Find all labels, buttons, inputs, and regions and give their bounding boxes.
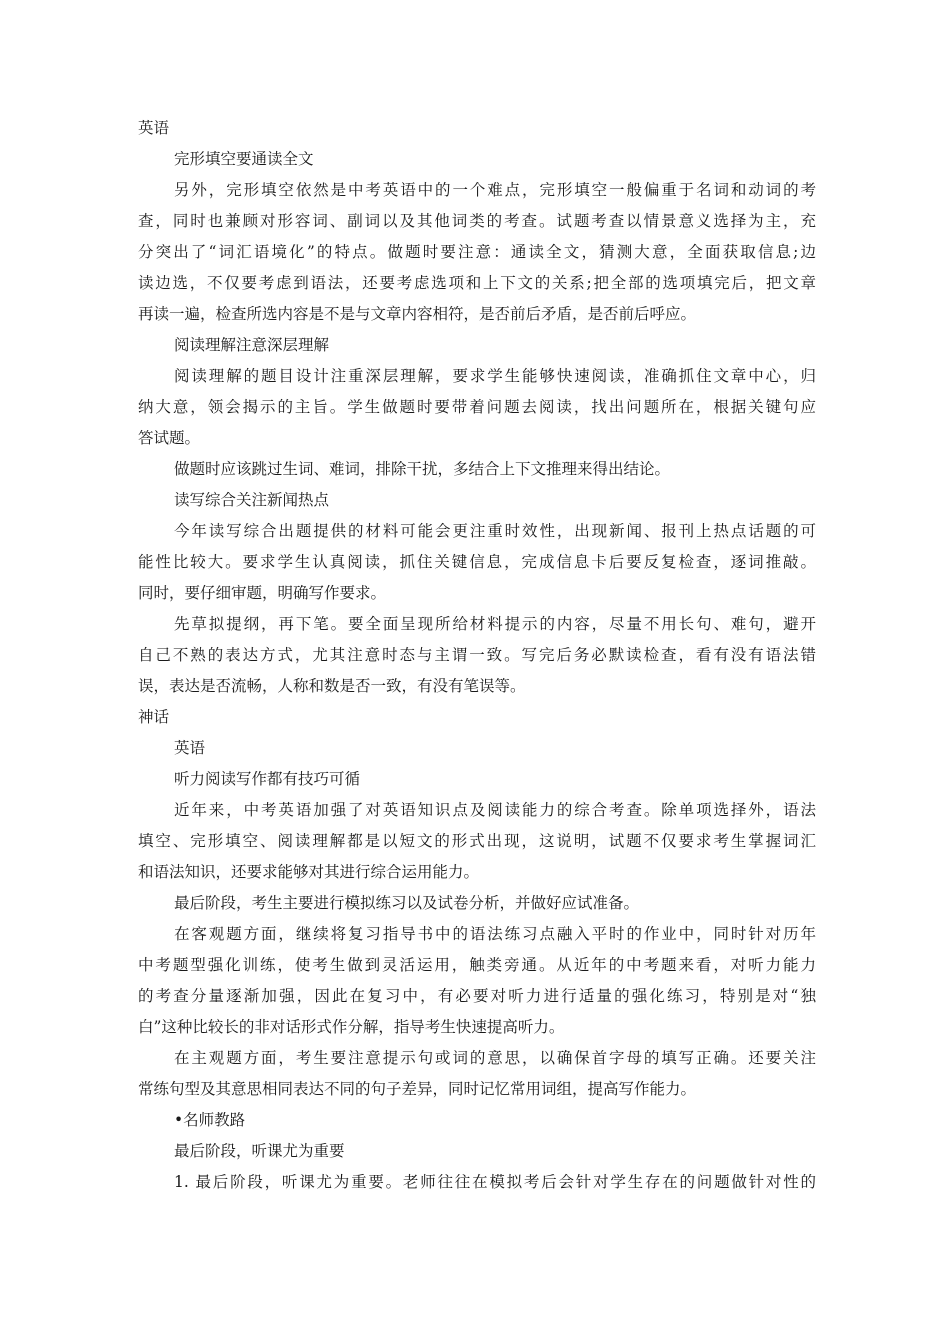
paragraph-line: 近年来，中考英语加强了对英语知识点及阅读能力的综合考查。除单项选择外，语法 <box>174 801 816 819</box>
paragraph-line: 再读一遍，检查所选内容是不是与文章内容相符，是否前后矛盾，是否前后呼应。 <box>138 305 697 323</box>
paragraph-line: 最后阶段，考生主要进行模拟练习以及试卷分析，并做好应试准备。 <box>174 894 640 912</box>
sub-heading: 英语 <box>174 739 206 757</box>
paragraph-line: 自己不熟的表达方式，尤其注意时态与主谓一致。写完后务必默读检查，看有没有语法错 <box>138 646 816 664</box>
numbered-list-item: 1. 最后阶段，听课尤为重要。老师往往在模拟考后会针对学生存在的问题做针对性的 <box>174 1173 816 1191</box>
paragraph-line: 答试题。 <box>138 429 201 447</box>
section-heading: 神话 <box>138 708 170 726</box>
paragraph-line: 和语法知识，还要求能够对其进行综合运用能力。 <box>138 863 480 881</box>
section-heading: 英语 <box>138 119 170 137</box>
paragraph-line: 纳大意，领会揭示的主旨。学生做题时要带着问题去阅读，找出问题所在，根据关键句应 <box>138 398 816 416</box>
paragraph-line: 的考查分量逐渐加强，因此在复习中，有必要对听力进行适量的强化练习，特别是对“独 <box>138 987 816 1005</box>
paragraph-line: 另外，完形填空依然是中考英语中的一个难点，完形填空一般偏重于名词和动词的考 <box>174 181 816 199</box>
paragraph-line: 阅读理解的题目设计注重深层理解，要求学生能够快速阅读，准确抓住文章中心，归 <box>174 367 816 385</box>
sub-heading: 完形填空要通读全文 <box>174 150 314 168</box>
paragraph-line: 今年读写综合出题提供的材料可能会更注重时效性，出现新闻、报刊上热点话题的可 <box>174 522 816 540</box>
paragraph-line: 查，同时也兼顾对形容词、副词以及其他词类的考查。试题考查以情景意义选择为主，充 <box>138 212 816 230</box>
paragraph-line: 在客观题方面，继续将复习指导书中的语法练习点融入平时的作业中，同时针对历年 <box>174 925 816 943</box>
paragraph-line: 能性比较大。要求学生认真阅读，抓住关键信息，完成信息卡后要反复检查，逐词推敲。 <box>138 553 816 571</box>
paragraph-line: 在主观题方面，考生要注意提示句或词的意思，以确保首字母的填写正确。还要关注 <box>174 1049 816 1067</box>
paragraph-line: 误，表达是否流畅，人称和数是否一致，有没有笔误等。 <box>138 677 526 695</box>
paragraph-line: 同时，要仔细审题，明确写作要求。 <box>138 584 387 602</box>
paragraph-line: 读边选，不仅要考虑到语法，还要考虑选项和上下文的关系;把全部的选项填完后，把文章 <box>138 274 816 292</box>
paragraph-line: 白”这种比较长的非对话形式作分解，指导考生快速提高听力。 <box>138 1018 565 1036</box>
paragraph-line: 分突出了“词汇语境化”的特点。做题时要注意：通读全文，猜测大意，全面获取信息;边 <box>138 243 816 261</box>
paragraph-line: 做题时应该跳过生词、难词，排除干扰，多结合上下文推理来得出结论。 <box>174 460 671 478</box>
sub-heading: 读写综合关注新闻热点 <box>174 491 330 509</box>
sub-heading: 最后阶段，听课尤为重要 <box>174 1142 345 1160</box>
paragraph-line: 中考题型强化训练，使考生做到灵活运用，触类旁通。从近年的中考题来看，对听力能力 <box>138 956 816 974</box>
sub-heading: 阅读理解注意深层理解 <box>174 336 330 354</box>
sub-heading: 听力阅读写作都有技巧可循 <box>174 770 361 788</box>
paragraph-line: 先草拟提纲，再下笔。要全面呈现所给材料提示的内容，尽量不用长句、难句，避开 <box>174 615 816 633</box>
bullet-item: •名师教路 <box>174 1111 246 1129</box>
paragraph-line: 填空、完形填空、阅读理解都是以短文的形式出现，这说明，试题不仅要求考生掌握词汇 <box>138 832 816 850</box>
document-body <box>138 113 816 1198</box>
paragraph-line: 常练句型及其意思相同表达不同的句子差异，同时记忆常用词组，提高写作能力。 <box>138 1080 697 1098</box>
